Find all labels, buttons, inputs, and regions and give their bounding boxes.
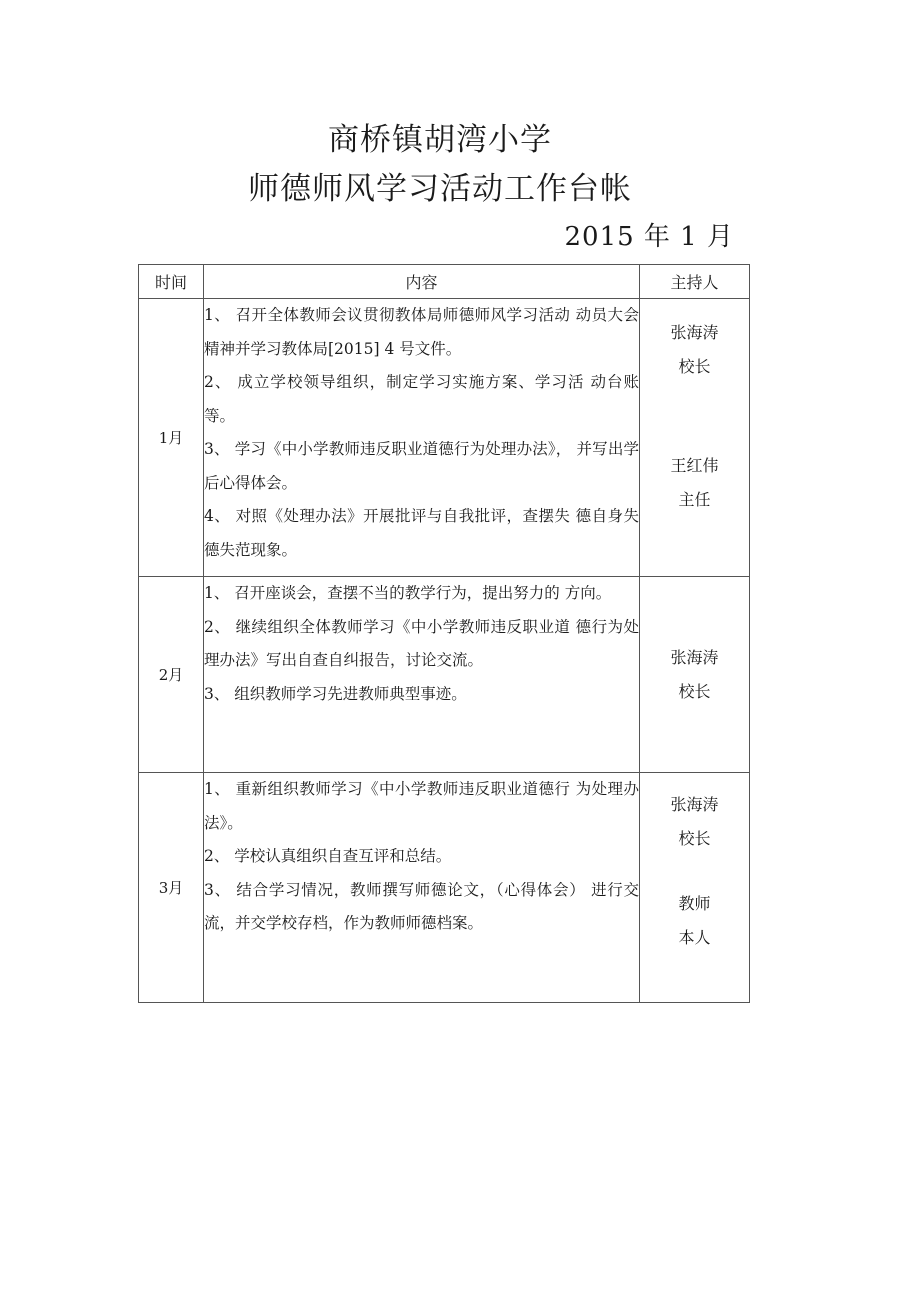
host-name: 张海涛: [670, 648, 719, 667]
host-entry: [640, 449, 749, 516]
content-cell: [204, 577, 640, 773]
host-name: 张海涛: [670, 795, 719, 814]
activity-item: 4、 对照《处理办法》开展批评与自我批评，查摆失 德自身失德失范现象。: [204, 507, 639, 559]
table-row-january: [139, 299, 750, 577]
host-role: 校长: [678, 356, 711, 376]
activity-item: 2、 成立学校领导组织，制定学习实施方案、学习活 动台账等。: [204, 373, 639, 425]
activity-item: 1、 召开座谈会，查摆不当的教学行为，提出努力的 方向。: [204, 584, 612, 602]
column-header-host: 主持人: [640, 265, 750, 299]
host-role: 本人: [678, 927, 711, 947]
activity-item: 3、 结合学习情况，教师撰写师德论文，（心得体会） 进行交流，并交学校存档，作为教师师德档案。: [204, 880, 639, 932]
content-cell: [204, 299, 640, 577]
host-role: 校长: [678, 828, 711, 848]
school-name: 商桥镇胡湾小学: [328, 122, 552, 158]
host-entry: [640, 773, 749, 855]
host-entry: [640, 577, 749, 708]
host-cell: [640, 577, 750, 773]
host-role: 主任: [678, 489, 711, 509]
table-row-february: [139, 577, 750, 773]
activity-item: 3、 学习《中小学教师违反职业道德行为处理办法》， 并写出学后心得体会。: [204, 440, 639, 492]
activity-ledger-table: [138, 264, 750, 1003]
content-cell: [204, 773, 640, 1003]
activity-item: 2、 学校认真组织自查互评和总结。: [204, 847, 452, 865]
table-header-row: [139, 265, 750, 299]
host-entry: [640, 887, 749, 954]
document-title: 师德师风学习活动工作台帐: [248, 171, 632, 207]
activity-item: 1、 重新组织教师学习《中小学教师违反职业道德行 为处理办法》。: [204, 780, 639, 832]
host-name: 张海涛: [670, 323, 719, 342]
activity-item: 1、 召开全体教师会议贯彻教体局师德师风学习活动 动员大会精神并学习教体局[2015] 4 号文件。: [204, 306, 639, 358]
host-name: 王红伟: [670, 456, 719, 475]
activity-item: 2、 继续组织全体教师学习《中小学教师违反职业道 德行为处理办法》写出自查自纠报告，讨论交流。: [204, 617, 639, 669]
host-cell: [640, 773, 750, 1003]
column-header-time: 时间: [139, 265, 204, 299]
time-cell: 1月: [139, 299, 204, 577]
column-header-content: 内容: [204, 265, 640, 299]
host-entry: [640, 299, 749, 383]
host-role: 校长: [678, 681, 711, 701]
host-name: 教师: [678, 894, 711, 913]
time-cell: 3月: [139, 773, 204, 1003]
document-date: 2015 年 1 月: [564, 222, 734, 252]
host-cell: [640, 299, 750, 577]
table-row-march: [139, 773, 750, 1003]
time-cell: 2月: [139, 577, 204, 773]
activity-item: 3、 组织教师学习先进教师典型事迹。: [204, 684, 467, 703]
